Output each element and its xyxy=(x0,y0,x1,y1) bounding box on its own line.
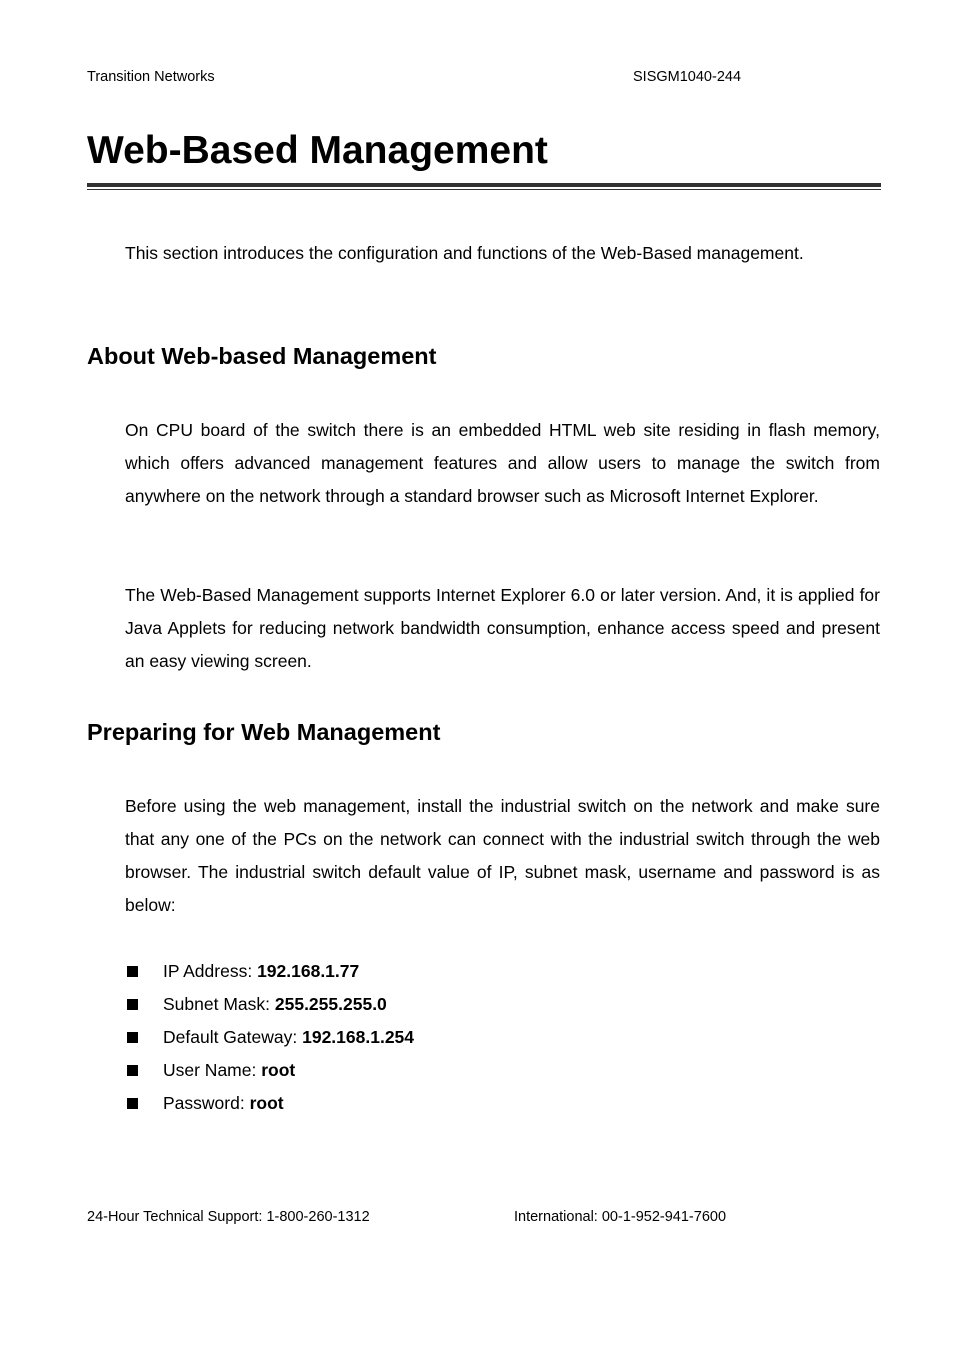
list-item-text xyxy=(163,988,387,1021)
intro-paragraph: This section introduces the configuration and functions of the Web-Based management. xyxy=(125,243,804,263)
square-bullet-icon xyxy=(127,966,138,977)
paragraph-about-2: The Web-Based Management supports Internet Explorer 6.0 or later version. And, it is applied for Java Applets for reducing network bandwidth consumption, enhance access speed and present an easy viewing screen. xyxy=(125,585,880,671)
section-heading-preparing: Preparing for Web Management xyxy=(87,719,441,745)
list-item-text xyxy=(163,1054,295,1087)
paragraph-preparing-1: Before using the web management, install the industrial switch on the network and make sure that any one of the PCs on the network can connect with the industrial switch through the web browser. The industrial switch default value of IP, subnet mask, username and password is as below: xyxy=(125,796,880,915)
list-item-value: root xyxy=(249,1093,284,1113)
header-model: SISGM1040-244 xyxy=(633,69,742,85)
list-item-label: User Name: xyxy=(163,1060,257,1080)
list-item-text xyxy=(163,1021,414,1054)
list-item-label: IP Address: xyxy=(163,961,253,981)
list-item-value: 192.168.1.254 xyxy=(302,1027,415,1047)
title-rule-thick xyxy=(87,183,881,187)
list-item-value: root xyxy=(261,1060,296,1080)
footer-support: 24-Hour Technical Support: 1-800-260-1312 xyxy=(87,1209,370,1225)
square-bullet-icon xyxy=(127,1098,138,1109)
title-rule-thin xyxy=(87,189,881,190)
square-bullet-icon xyxy=(127,999,138,1010)
square-bullet-icon xyxy=(127,1065,138,1076)
footer-international: International: 00-1-952-941-7600 xyxy=(514,1209,727,1225)
list-item-label: Password: xyxy=(163,1093,245,1113)
list-item-label: Subnet Mask: xyxy=(163,994,270,1014)
list-item-value: 255.255.255.0 xyxy=(274,994,387,1014)
list-item-value: 192.168.1.77 xyxy=(257,961,360,981)
list-item-text xyxy=(163,955,359,988)
paragraph-about-1: On CPU board of the switch there is an embedded HTML web site residing in flash memory, which offers advanced management features and allow users to manage the switch from anywhere on the network through a standard browser such as Microsoft Internet Explorer. xyxy=(125,420,880,506)
page-title: Web-Based Management xyxy=(87,129,548,172)
list-item-text xyxy=(163,1087,284,1120)
section-heading-about: About Web-based Management xyxy=(87,343,437,369)
header-company: Transition Networks xyxy=(87,69,215,85)
list-item-label: Default Gateway: xyxy=(163,1027,298,1047)
square-bullet-icon xyxy=(127,1032,138,1043)
